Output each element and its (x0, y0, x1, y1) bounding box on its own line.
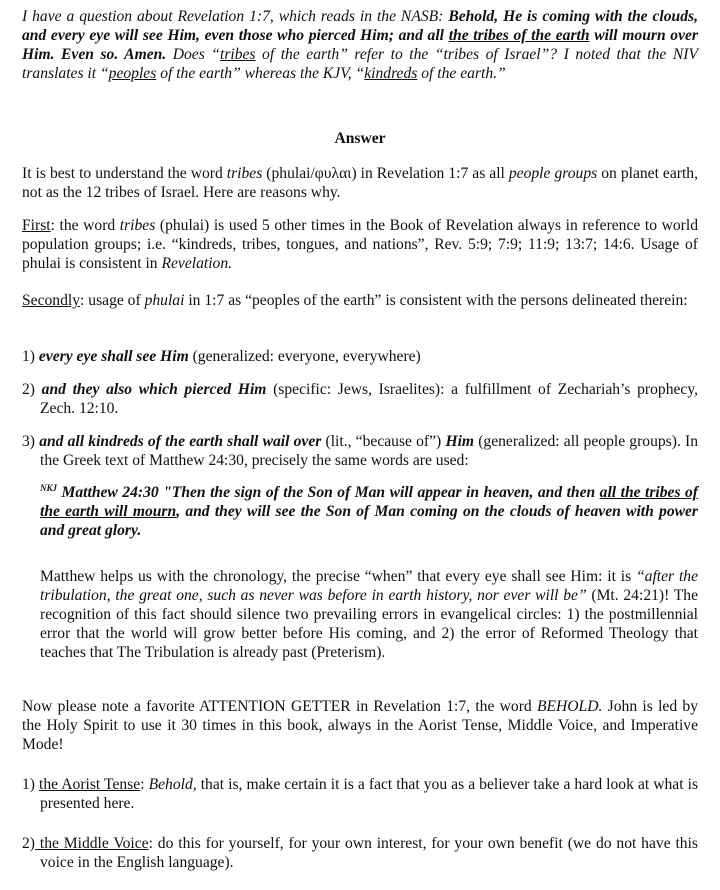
first-text: : the word (50, 217, 120, 234)
secondly-text: : usage of (80, 292, 145, 309)
list-number: 3) (22, 433, 40, 450)
list-item-3 (22, 432, 698, 470)
tribes-word: tribes (219, 46, 256, 63)
list-number: 1) (22, 776, 40, 793)
kindreds-word: kindreds (364, 65, 418, 82)
aorist-text: : (140, 776, 149, 793)
first-text: (phulai) is used 5 other times in the Book of Revelation always in reference to world population groups; i.e. “kindreds, tribes, tongues, and nations”, Rev. 5:9; 7:9; 11:9; 13:7; 14:6. Usage of phulai is consistent in (22, 217, 698, 272)
behold-italic: Behold, (148, 776, 197, 793)
secondly-text: in 1:7 as “peoples of the earth” is consistent with the persons delineated therein: (184, 292, 688, 309)
question-text: of the earth” refer to the “tribes of Israel”? I noted that the NIV translates it “ (22, 46, 698, 82)
intro-text: (phulai/φυλαι) in Revelation 1:7 as all (262, 165, 509, 182)
list-item-2 (22, 380, 698, 418)
middle-voice-paragraph (22, 834, 698, 872)
nasb-quote: Behold, He is coming with the clouds, and every eye will see Him, even those who pierced Him; and all (22, 8, 698, 44)
nasb-quote-end: will mourn over Him. Even so. Amen. (22, 27, 698, 63)
aorist-paragraph (22, 775, 698, 813)
aorist-text: that is, make certain it is a fact that you as a believer take a hard look at what is presented here. (40, 776, 699, 812)
middle-voice-label: the Middle Voice (35, 835, 149, 852)
list-number: 2) (22, 835, 35, 852)
tribes-italic: tribes (119, 217, 156, 234)
list-text: (specific: Jews, Israelites): a fulfillment of Zechariah’s prophecy, Zech. 12:10. (40, 381, 699, 417)
chronology-text: (Mt. 24:21)! The recognition of this fact should silence two prevailing errors in evangelical circles: 1) the postmillennial error that the world will grow better before His coming, and 2) the error of Reformed Theology that teaches that The Tribulation is already past (Preterism). (40, 587, 698, 661)
attention-text: John is led by the Holy Spirit to use it 30 times in this book, always in the Aorist Tense, Middle Voice, and Imperative Mode! (22, 698, 699, 753)
chronology-italic: “after the tribulation, the great one, such as never was before in earth history, nor ever will be” (40, 568, 698, 604)
people-groups-italic: people groups (508, 165, 598, 182)
attention-text: Now please note a favorite ATTENTION GETTER in Revelation 1:7, the word (22, 698, 537, 715)
chronology-text: Matthew helps us with the chronology, the precise “when” that every eye shall see Him: it is (40, 568, 636, 585)
nasb-quote-underlined: the tribes of the earth (448, 27, 590, 44)
intro-paragraph (22, 164, 698, 202)
list-text: (generalized: all people groups). In the Greek text of Matthew 24:30, precisely the same words are used: (40, 433, 699, 469)
list-emphasis: and they also which pierced Him (41, 381, 267, 398)
first-paragraph (22, 216, 698, 273)
phulai-italic: phulai (144, 292, 185, 309)
question-text: of the earth” whereas the KJV, “ (156, 65, 365, 82)
middle-voice-text: : do this for yourself, for your own interest, for your own benefit (we do not have this voice in the English language). (40, 835, 698, 871)
nkj-superscript: NKJ (40, 483, 58, 493)
list-number: 1) (22, 348, 39, 365)
list-emphasis: Him (445, 433, 475, 450)
intro-text: It is best to understand the word (22, 165, 227, 182)
question-text: I have a question about Revelation 1:7, which reads in the NASB: (22, 8, 449, 25)
chronology-paragraph (40, 567, 698, 662)
attention-paragraph (22, 697, 698, 754)
list-emphasis: every eye shall see Him (38, 348, 189, 365)
secondly-label: Secondly (22, 292, 81, 309)
behold-italic: BEHOLD. (536, 698, 603, 715)
list-text: (lit., “because of”) (321, 433, 446, 450)
peoples-word: peoples (108, 65, 157, 82)
quote-underlined: all the tribes of the earth will mourn (40, 484, 698, 520)
question-paragraph (22, 7, 698, 83)
question-text: of the earth.” (417, 65, 506, 82)
matthew-quote (40, 483, 698, 540)
question-text: Does “ (166, 46, 220, 63)
list-number: 2) (22, 381, 42, 398)
intro-text: on planet earth, not as the 12 tribes of Israel. Here are reasons why. (22, 165, 698, 201)
first-label: First (22, 217, 51, 234)
quote-text: Matthew 24:30 "Then the sign of the Son of Man will appear in heaven, and then (57, 484, 600, 501)
list-item-1 (22, 347, 698, 366)
answer-heading: Answer (334, 130, 386, 147)
list-emphasis: and all kindreds of the earth shall wail over (39, 433, 322, 450)
aorist-label: the Aorist Tense (39, 776, 141, 793)
quote-text: , and they will see the Son of Man coming on the clouds of heaven with power and great glory. (40, 503, 699, 539)
secondly-paragraph (22, 291, 698, 310)
list-text: (generalized: everyone, everywhere) (188, 348, 421, 365)
tribes-italic: tribes (226, 165, 263, 182)
revelation-italic: Revelation. (161, 255, 233, 272)
